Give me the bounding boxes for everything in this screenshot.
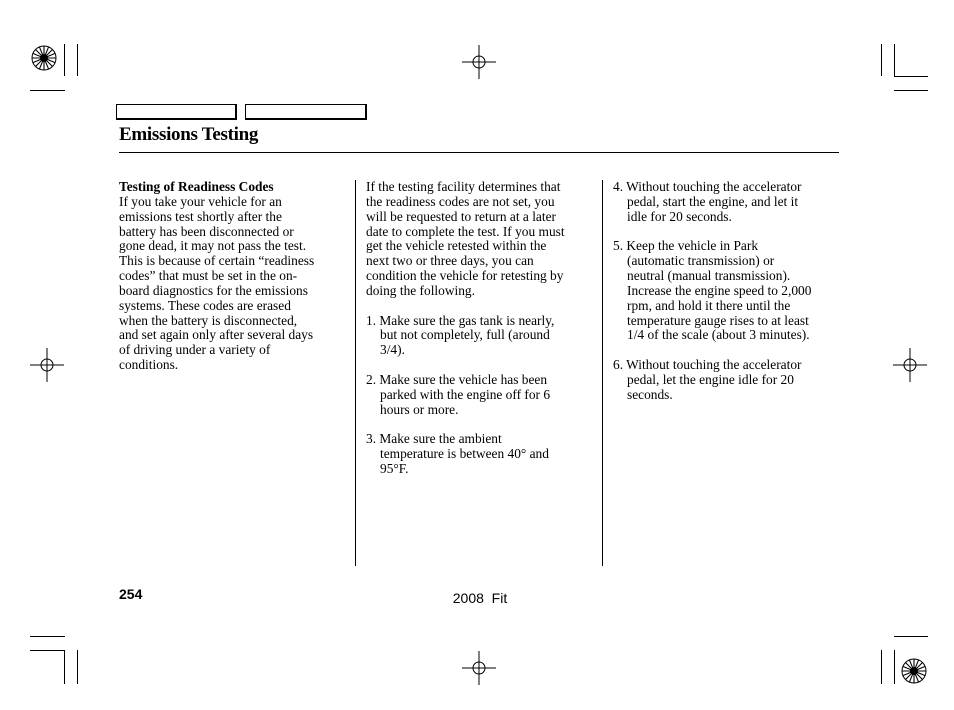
text-line: pedal, let the engine idle for 20 (627, 371, 794, 387)
section-subheading: Testing of Readiness Codes (119, 179, 274, 194)
body-paragraph (119, 195, 349, 373)
text-line: of driving under a variety of (119, 342, 271, 358)
text-line: If the testing facility determines that (366, 179, 561, 194)
text-line: get the vehicle retested within the (366, 238, 547, 254)
list-item (366, 432, 596, 477)
text-line: pedal, start the engine, and let it (627, 193, 799, 209)
title-divider (119, 152, 839, 153)
list-item (366, 314, 596, 359)
text-line: rpm, and hold it there until the (627, 297, 791, 313)
column-3 (613, 180, 841, 403)
crop-mark (894, 650, 895, 684)
text-line: battery has been disconnected or (119, 223, 294, 239)
header-tab-box (245, 104, 367, 120)
text-line: idle for 20 seconds. (627, 208, 732, 224)
text-line: will be requested to return at a later (366, 208, 556, 224)
text-line: 6. Without touching the accelerator (613, 357, 802, 373)
text-line: 1/4 of the scale (about 3 minutes). (627, 327, 810, 343)
crop-mark (77, 44, 78, 76)
body-paragraph (366, 180, 596, 299)
registration-sunburst-icon (900, 657, 928, 685)
text-line: when the battery is disconnected, (119, 312, 298, 328)
text-line: but not completely, full (around (380, 327, 550, 343)
text-line: systems. These codes are erased (119, 297, 291, 313)
text-line: the readiness codes are not set, you (366, 193, 555, 209)
text-line: 95°F. (380, 461, 409, 477)
column-divider (355, 180, 356, 566)
text-line: emissions test shortly after the (119, 208, 282, 224)
page-number: 254 (119, 586, 143, 602)
crop-mark (30, 636, 65, 637)
crosshair-icon (30, 348, 64, 382)
crop-mark (881, 650, 882, 684)
text-line: next two or three days, you can (366, 253, 534, 269)
page-title: Emissions Testing (119, 124, 259, 145)
text-line: doing the following. (366, 282, 475, 298)
text-line: and set again only after several days (119, 327, 314, 343)
crosshair-icon (462, 651, 496, 685)
text-line: hours or more. (380, 401, 459, 417)
crop-mark (894, 44, 895, 76)
column-divider (602, 180, 603, 566)
text-line: (automatic transmission) or (627, 253, 775, 269)
crop-mark (894, 636, 928, 637)
header-tab-box (116, 104, 237, 120)
text-line: conditions. (119, 357, 179, 373)
text-line: If you take your vehicle for an (119, 193, 282, 209)
text-line: date to complete the test. If you must (366, 223, 565, 239)
text-line: 3. Make sure the ambient (366, 431, 502, 447)
crop-mark (881, 44, 882, 76)
footer-model-name: 2008 Fit (452, 590, 508, 606)
list-item (613, 180, 841, 225)
text-line: codes” that must be set in the on- (119, 268, 298, 284)
text-line: 4. Without touching the accelerator (613, 179, 802, 194)
text-line: neutral (manual transmission). (627, 268, 791, 284)
crosshair-icon (462, 45, 496, 79)
text-line: 3/4). (380, 342, 405, 358)
text-line: 2. Make sure the vehicle has been (366, 371, 548, 387)
text-line: This is because of certain “readiness (119, 253, 315, 269)
text-line: Increase the engine speed to 2,000 (627, 282, 812, 298)
crop-mark (894, 76, 928, 77)
text-line: temperature gauge rises to at least (627, 312, 809, 328)
registration-sunburst-icon (30, 44, 58, 72)
text-line: condition the vehicle for retesting by (366, 268, 564, 284)
text-line: temperature is between 40° and (380, 446, 549, 462)
crop-mark (77, 650, 78, 684)
crop-mark (64, 44, 65, 76)
crop-mark (30, 90, 65, 91)
text-line: parked with the engine off for 6 (380, 386, 551, 402)
column-2 (366, 180, 596, 477)
column-1 (119, 180, 349, 373)
text-line: 1. Make sure the gas tank is nearly, (366, 312, 555, 328)
text-line: gone dead, it may not pass the test. (119, 238, 307, 254)
list-item (366, 373, 596, 418)
crop-mark (64, 650, 65, 684)
text-line: 5. Keep the vehicle in Park (613, 238, 759, 254)
list-item (613, 239, 841, 343)
crop-mark (30, 650, 65, 651)
crop-mark (894, 90, 928, 91)
list-item (613, 358, 841, 403)
text-line: board diagnostics for the emissions (119, 282, 308, 298)
text-line: seconds. (627, 386, 673, 402)
crosshair-icon (893, 348, 927, 382)
